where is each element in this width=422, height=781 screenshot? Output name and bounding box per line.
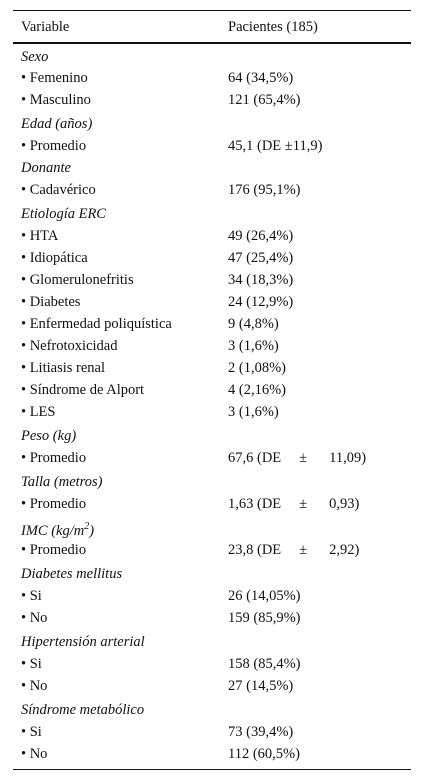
row-value-poliquistica: 9 (4,8%)	[228, 316, 279, 332]
section-imc-label: IMC (kg/m	[21, 522, 85, 539]
row-label-sm-si: • Si	[21, 724, 42, 740]
talla-value-sd: 0,93)	[329, 496, 360, 512]
row-value-dm-no: 159 (85,9%)	[228, 610, 301, 626]
row-value-hta-etiologia: 49 (26,4%)	[228, 228, 294, 244]
peso-value-sd: 11,09)	[329, 450, 367, 466]
section-talla: Talla (metros)	[21, 474, 103, 490]
row-value-imc-promedio	[228, 541, 359, 559]
row-value-cadaverico: 176 (95,1%)	[228, 182, 301, 198]
row-value-sm-si: 73 (39,4%)	[228, 724, 294, 740]
row-value-talla-promedio	[228, 495, 359, 513]
row-label-femenino: • Femenino	[21, 70, 88, 86]
imc-value-mean: 23,8 (DE	[228, 542, 282, 558]
row-label-imc-promedio: • Promedio	[21, 542, 87, 558]
section-imc-superscript: 2	[84, 521, 90, 532]
row-label-dm-si: • Si	[21, 588, 42, 604]
row-value-diabetes-etiologia: 24 (12,9%)	[228, 294, 294, 310]
row-value-nefrotoxicidad: 3 (1,6%)	[228, 338, 279, 354]
row-label-hta-no: • No	[21, 678, 48, 694]
row-label-dm-no: • No	[21, 610, 48, 626]
table-bottom-rule	[13, 769, 411, 770]
header-pacientes: Pacientes (185)	[228, 19, 318, 35]
row-value-hta-si: 158 (85,4%)	[228, 656, 301, 672]
section-peso: Peso (kg)	[21, 428, 77, 444]
imc-value-pm: ±	[299, 542, 308, 558]
row-value-glomerulonefritis: 34 (18,3%)	[228, 272, 294, 288]
row-label-les: • LES	[21, 404, 56, 420]
row-label-edad-promedio: • Promedio	[21, 138, 87, 154]
row-value-litiasis: 2 (1,08%)	[228, 360, 286, 376]
row-label-sm-no: • No	[21, 746, 48, 762]
table-header-rule	[13, 42, 411, 44]
row-value-les: 3 (1,6%)	[228, 404, 279, 420]
row-label-alport: • Síndrome de Alport	[21, 382, 145, 398]
row-value-edad-promedio: 45,1 (DE ±11,9)	[228, 138, 323, 154]
row-label-diabetes-etiologia: • Diabetes	[21, 294, 81, 310]
row-value-sm-no: 112 (60,5%)	[228, 746, 300, 762]
row-label-hta-si: • Si	[21, 656, 42, 672]
row-value-alport: 4 (2,16%)	[228, 382, 286, 398]
row-label-talla-promedio: • Promedio	[21, 496, 87, 512]
row-label-glomerulonefritis: • Glomerulonefritis	[21, 272, 134, 288]
section-edad: Edad (años)	[21, 116, 93, 132]
table-top-rule	[13, 10, 411, 11]
section-etiologia: Etiología ERC	[21, 206, 106, 222]
imc-value-sd: 2,92)	[329, 542, 360, 558]
row-label-peso-promedio: • Promedio	[21, 450, 87, 466]
row-label-litiasis: • Litiasis renal	[21, 360, 105, 376]
row-label-nefrotoxicidad: • Nefrotoxicidad	[21, 338, 118, 354]
section-imc	[21, 518, 94, 540]
header-variable: Variable	[21, 19, 70, 35]
section-sindrome-metabolico: Síndrome metabólico	[21, 702, 145, 718]
row-label-idiopatica: • Idiopática	[21, 250, 88, 266]
section-hipertension: Hipertensión arterial	[21, 634, 145, 650]
row-label-hta-etiologia: • HTA	[21, 228, 59, 244]
row-value-idiopatica: 47 (25,4%)	[228, 250, 294, 266]
section-imc-close: )	[89, 522, 95, 539]
row-label-cadaverico: • Cadavérico	[21, 182, 96, 198]
row-value-hta-no: 27 (14,5%)	[228, 678, 294, 694]
section-sexo: Sexo	[21, 49, 49, 65]
row-value-masculino: 121 (65,4%)	[228, 92, 301, 108]
talla-value-pm: ±	[299, 496, 308, 512]
row-label-masculino: • Masculino	[21, 92, 91, 108]
row-value-peso-promedio	[228, 449, 366, 467]
section-diabetes-mellitus: Diabetes mellitus	[21, 566, 123, 582]
talla-value-mean: 1,63 (DE	[228, 496, 282, 512]
row-value-femenino: 64 (34,5%)	[228, 70, 294, 86]
peso-value-mean: 67,6 (DE	[228, 450, 282, 466]
peso-value-pm: ±	[299, 450, 308, 466]
row-value-dm-si: 26 (14,05%)	[228, 588, 301, 604]
section-donante: Donante	[21, 160, 71, 176]
row-label-poliquistica: • Enfermedad poliquística	[21, 316, 172, 332]
